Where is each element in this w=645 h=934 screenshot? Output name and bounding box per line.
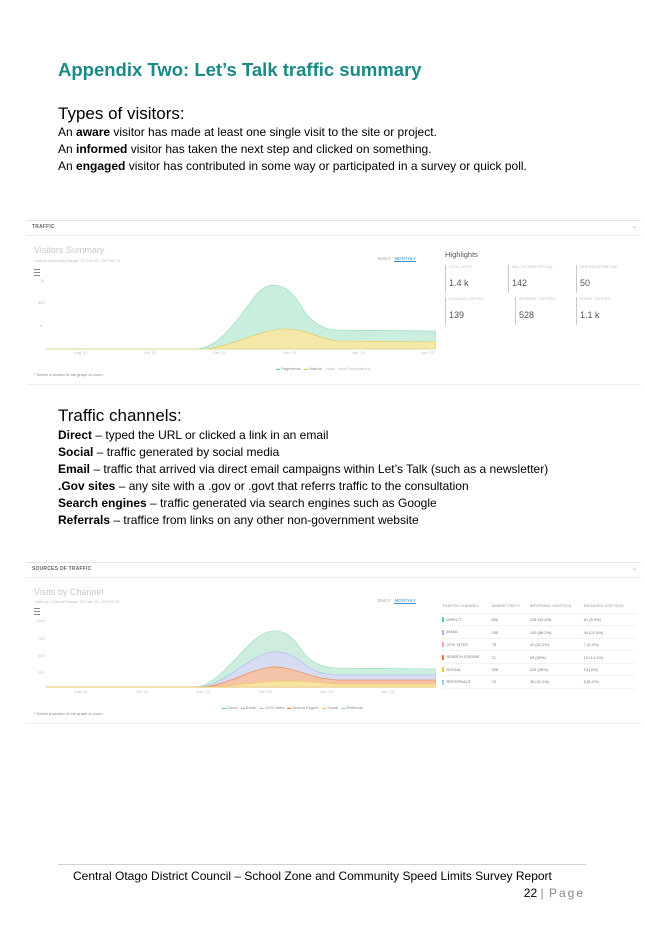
zoom-note: * Select a section of the graph to zoom [34,372,103,377]
y-tick: 500 [38,300,45,305]
menu-icon[interactable] [34,608,40,615]
types-title: Types of visitors: [58,104,185,123]
highlight-new-registrations: NEW REGISTRATIONS 50 [576,265,639,293]
y-tick: 500 [38,653,45,658]
column-header[interactable]: TRAFFIC CHANNEL [442,603,491,614]
sources-panel-header [26,563,641,578]
types-list [58,124,618,175]
type-line-informed: An informed visitor has taken the next step and clicked on something. [58,142,432,156]
footer-divider [58,864,586,865]
x-tick: Jun '23 [421,350,434,355]
y-tick: 0 [40,323,43,328]
sources-x-axis [74,689,394,694]
channel-direct: Direct – typed the URL or clicked a link in an email [58,428,329,442]
x-tick: Aug '22 [74,350,88,355]
traffic-legend: ▬ Pageviews ▬ Visitors Visits New Registrations [276,366,371,371]
table-row: SEARCH ENGINE 71 49 (69%) 10 (14.1%) [442,651,636,663]
channel-table [442,603,636,689]
legend-item[interactable]: Email [246,705,257,710]
traffic-x-axis [74,350,434,355]
highlights-title: Highlights [445,250,478,259]
highlight-engaged: ENGAGED VISITORS 139 [445,297,508,325]
x-tick: Apr '23 [320,689,333,694]
channel-date-range: Visits by Channel Range: 01 Feb 22 - 02 Feb 23 [34,599,120,604]
x-tick: Oct '22 [143,350,157,355]
channel-social: Social – traffic generated by social media [58,445,280,459]
type-line-aware: An aware visitor has made at least one single visit to the site or project. [58,125,437,139]
zoom-note: * Select a section of the graph to zoom [34,711,103,716]
traffic-panel-title: TRAFFIC [32,224,55,230]
channel-gov: .Gov sites – any site with a .gov or .govt that referrs traffic to the consultation [58,479,469,493]
table-row: DIRECT 690 226 (33.4%) 61 (8.9%) [442,614,636,626]
column-header[interactable]: AWARE VISITS [491,603,529,614]
legend-item[interactable]: .GOV sites [264,705,284,710]
chevron-down-icon[interactable]: ⌄ [631,566,637,572]
legend-item[interactable]: Social [327,705,338,710]
x-tick: Feb '23 [258,689,272,694]
toggle-monthly[interactable]: MONTHLY [394,256,417,261]
table-row: REFERRALS 73 30 (41.1%) 6 (8.2%) [442,676,636,688]
type-line-engaged: An engaged visitor has contributed in some way or participated in a survey or quick poll. [58,159,527,173]
highlight-informed: INFORMED VISITORS 528 [515,297,578,325]
column-header[interactable]: INFORMED VISITS(%) [530,603,584,614]
x-tick: Aug '21 [74,689,88,694]
x-tick: Apr '23 [352,350,365,355]
toggle-daily[interactable]: DAILY [378,256,391,261]
traffic-panel-header [26,221,641,236]
y-tick: 750 [38,636,45,641]
legend-item[interactable]: New Registrations [338,366,371,371]
channel-search: Search engines – traffic generated via search engines such as Google [58,496,437,510]
sources-period-toggle [378,598,416,603]
traffic-period-toggle [378,256,416,261]
x-tick: Oct '22 [135,689,149,694]
toggle-monthly[interactable]: MONTHLY [394,598,417,603]
toggle-daily[interactable]: DAILY [378,598,391,603]
page-number: 22 | Page [523,886,585,900]
menu-icon[interactable] [34,269,40,276]
channel-email: Email – traffic that arrived via direct email campaigns within Let’s Talk (such as a newsletter) [58,462,549,476]
sources-panel-title: SOURCES OF TRAFFIC [32,566,92,572]
highlight-total-visits: TOTAL VISITS 1.4 k [445,265,508,293]
channels-title: Traffic channels: [58,406,182,425]
channel-referrals: Referrals – traffice from links on any other non-government website [58,513,419,527]
legend-item[interactable]: Visitors [308,366,322,371]
y-tick: 1000 [36,618,45,623]
visits-by-channel-title: Visits by Channel [34,587,104,597]
visitors-summary-title: Visitors Summary [34,245,105,255]
legend-item[interactable]: Pageviews [281,366,301,371]
visitors-area-chart[interactable] [46,281,436,351]
x-tick: Feb '23 [282,350,296,355]
legend-item[interactable]: Direct [227,705,238,710]
legend-item[interactable]: Visits [325,366,335,371]
sources-legend: ▬ Direct ▬ Email ▬ .GOV sites ▬ Search Engine ▬ Social ▬ Referrals [222,705,363,710]
chevron-down-icon[interactable]: ⌄ [631,224,637,230]
sources-panel [26,562,641,724]
pageviews-area [46,285,436,349]
y-tick: 250 [38,670,45,675]
table-row: SOCIAL 326 124 (38%) 13 (4%) [442,663,636,675]
footer-text: Central Otago District Council – School Zone and Community Speed Limits Survey Report [73,869,552,883]
table-header-row [442,603,636,614]
x-tick: Jun '23 [381,689,394,694]
legend-item[interactable]: Referrals [346,705,363,710]
legend-item[interactable]: Search Engine [292,705,319,710]
table-row: EMAIL 205 140 (68.2%) 44 (21.5%) [442,626,636,638]
table-row: GOV SITES 75 42 (51.2%) 7 (9.4%) [442,638,636,650]
traffic-panel [26,220,641,385]
highlight-aware: AWARE VISITORS 1.1 k [576,297,639,325]
x-tick: Dec '22 [196,689,211,694]
visitors-date-range: Visitors Summary Range: 01 Feb 22 - 02 Feb 23 [34,258,120,263]
column-header[interactable]: ENGAGED VISITS(%) [584,603,636,614]
channels-list [58,427,638,529]
page-heading: Appendix Two: Let’s Talk traffic summary [58,59,422,80]
highlight-max-visitors: MAX VISITORS PER DAY 142 [508,265,571,293]
x-tick: Dec '22 [212,350,227,355]
y-tick: 1k [40,278,45,283]
channel-area-chart[interactable] [46,623,436,691]
